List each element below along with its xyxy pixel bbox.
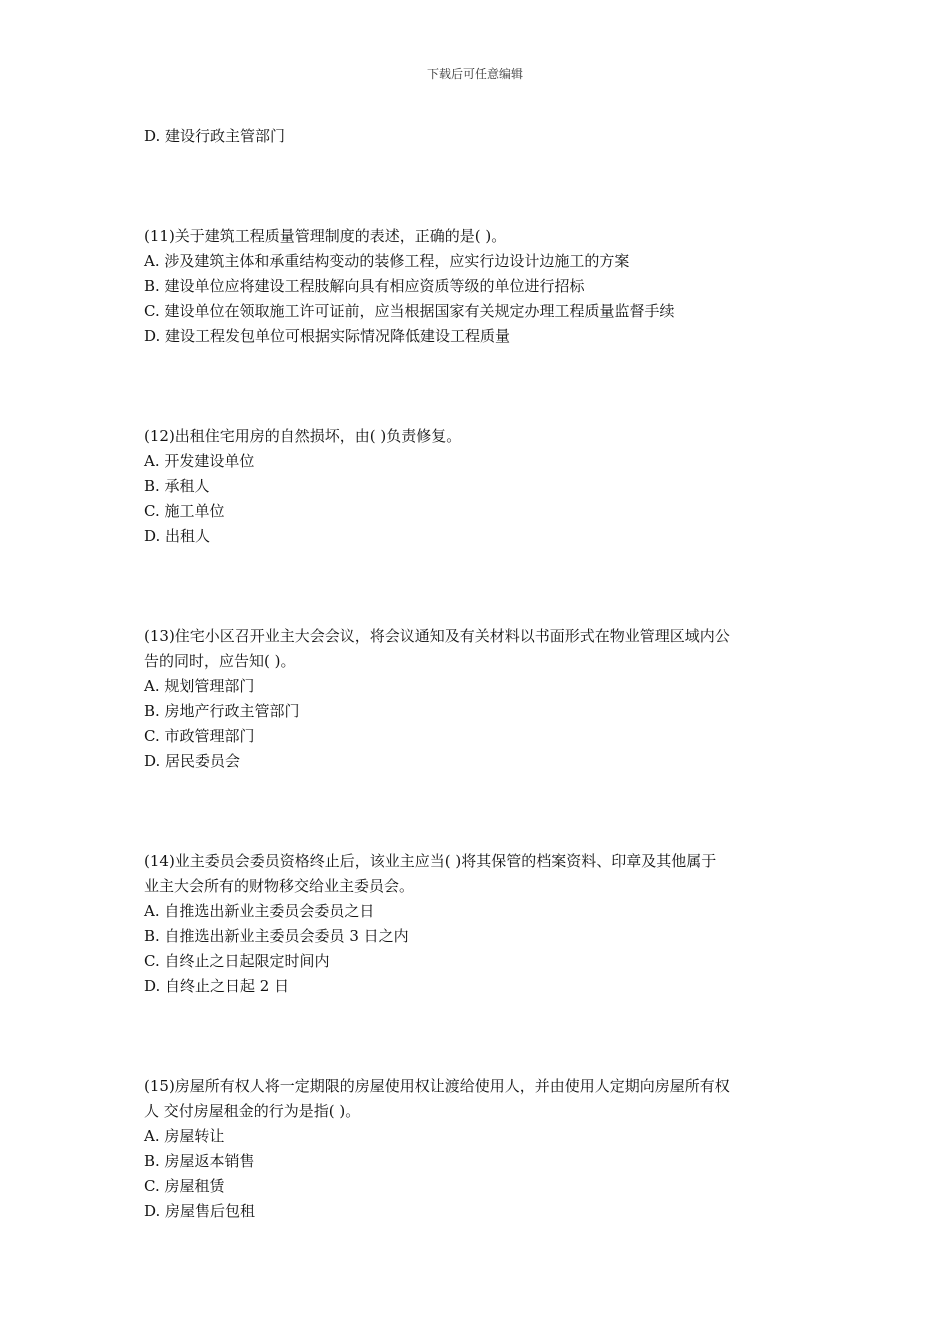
option-a: A. 规划管理部门 [144,677,255,695]
question-stem-line-2: 告的同时，应告知( )。 [144,652,296,670]
option-c: C. 市政管理部门 [144,727,255,745]
option-d: D. 出租人 [144,527,211,545]
question-14 [144,849,810,999]
question-stem-line-2: 业主大会所有的财物移交给业主委员会。 [144,877,415,895]
question-11 [144,224,810,349]
question-15 [144,1074,810,1224]
option-c: C. 建设单位在领取施工许可证前，应当根据国家有关规定办理工程质量监督手续 [144,302,675,320]
option-c: C. 自终止之日起限定时间内 [144,952,330,970]
spacer [144,349,810,424]
option-d: D. 建设工程发包单位可根据实际情况降低建设工程质量 [144,327,511,345]
spacer [144,774,810,849]
option-b: B. 房屋返本销售 [144,1152,255,1170]
option-b: B. 建设单位应将建设工程肢解向具有相应资质等级的单位进行招标 [144,277,585,295]
option-a: A. 涉及建筑主体和承重结构变动的装修工程，应实行边设计边施工的方案 [144,252,630,270]
option-c: C. 房屋租赁 [144,1177,225,1195]
question-12 [144,424,810,549]
option-a: A. 房屋转让 [144,1127,225,1145]
page-header: 下载后可任意编辑 [426,67,523,81]
option-b: B. 承租人 [144,477,210,495]
question-stem: (11)关于建筑工程质量管理制度的表述，正确的是( )。 [144,227,507,245]
question-13 [144,624,810,774]
question-stem: (12)出租住宅用房的自然损坏，由( )负责修复。 [144,427,462,445]
leading-option: D. 建设行政主管部门 [144,127,286,145]
option-c: C. 施工单位 [144,502,225,520]
question-stem-line-1: (13)住宅小区召开业主大会会议，将会议通知及有关材料以书面形式在物业管理区域内公 [144,627,730,645]
question-stem-line-1: (14)业主委员会委员资格终止后，该业主应当( )将其保管的档案资料、印章及其他属于 [144,852,717,870]
option-b: B. 房地产行政主管部门 [144,702,300,720]
option-a: A. 自推选出新业主委员会委员之日 [144,902,375,920]
option-a: A. 开发建设单位 [144,452,255,470]
spacer [144,999,810,1074]
document-body [144,124,810,1224]
question-stem-line-2: 人 交付房屋租金的行为是指( )。 [144,1102,361,1120]
option-d: D. 房屋售后包租 [144,1202,256,1220]
option-b: B. 自推选出新业主委员会委员 3 日之内 [144,927,409,945]
spacer [144,149,810,224]
spacer [144,549,810,624]
question-stem-line-1: (15)房屋所有权人将一定期限的房屋使用权让渡给使用人，并由使用人定期向房屋所有权 [144,1077,730,1095]
option-d: D. 自终止之日起 2 日 [144,977,290,995]
option-d: D. 居民委员会 [144,752,241,770]
